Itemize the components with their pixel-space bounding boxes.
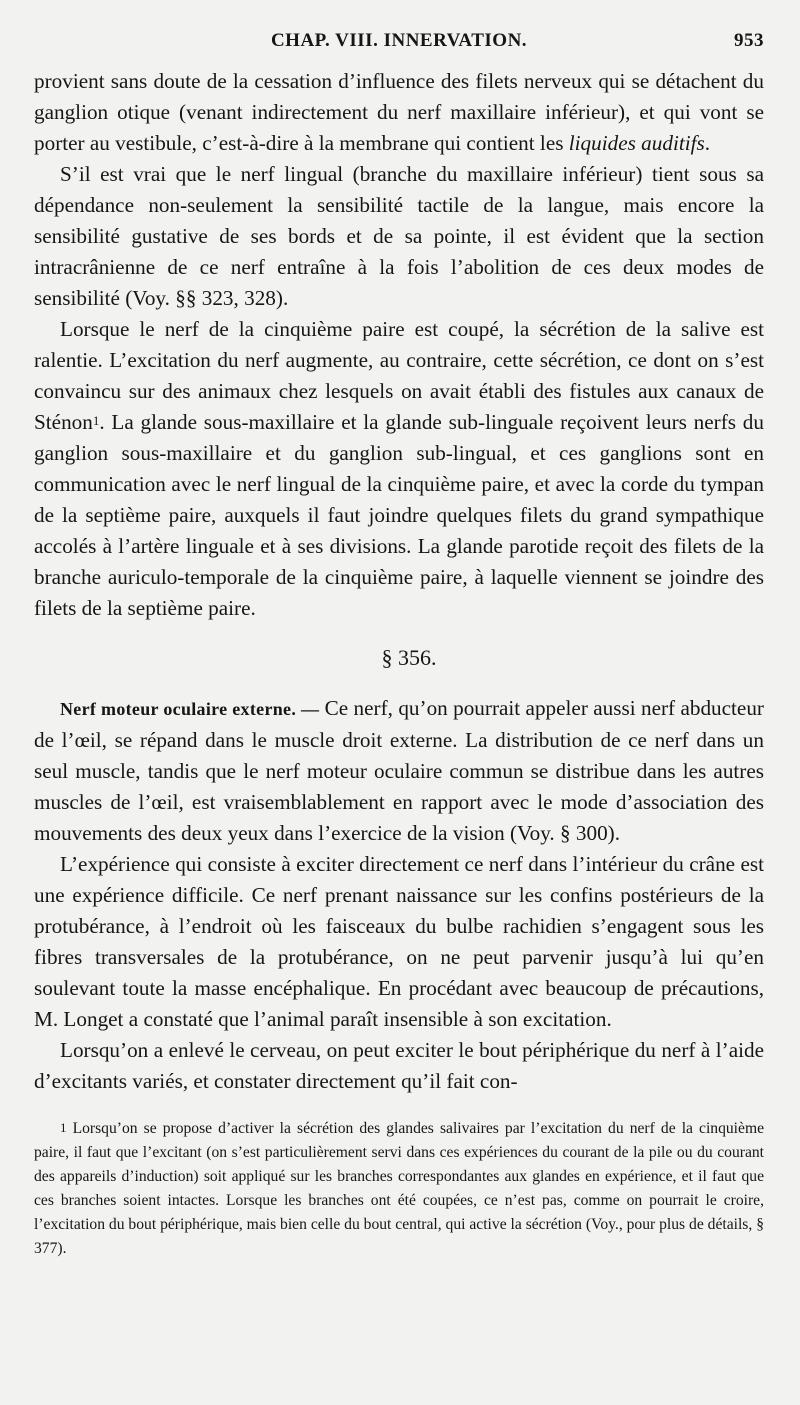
paragraph-1-italic: liquides auditifs — [568, 131, 705, 155]
footnote-reference[interactable]: 1 — [92, 413, 100, 428]
paragraph-3-text: Lorsque le nerf de la cinquième paire est coupé, la sécrétion de la salive est ralentie. L’excitation du nerf augmente, au contraire, cette sécrétion, ce dont on s’est convaincu sur des animaux chez lesquels on avait établi des fistules aux canaux de Sténon — [34, 317, 764, 434]
paragraph-4-text: Ce nerf, qu’on pourrait appeler aussi nerf abducteur de l’œil, se répand dans le muscle droit externe. La distribution de ce nerf dans un seul muscle, tandis que le nerf moteur oculaire commun se distribue dans les autres muscles de l’œil, est vraisemblablement en rapport avec le mode d’association des mouvements des deux yeux dans l’exercice de la vision (Voy. § 300). — [34, 696, 764, 845]
paragraph-4 — [34, 693, 764, 849]
paragraph-6: Lorsqu’on a enlevé le cerveau, on peut exciter le bout périphérique du nerf à l’aide d’excitants variés, et constater directement qu’il fait con- — [34, 1038, 764, 1093]
footnote-1 — [34, 1117, 764, 1261]
run-in-heading: Nerf moteur oculaire externe. — — [60, 699, 320, 719]
paragraph-3 — [34, 314, 764, 624]
footnote-mark: 1 — [60, 1120, 67, 1135]
page-header — [34, 26, 764, 66]
footnotes — [34, 1117, 764, 1261]
body-text — [34, 66, 764, 1097]
paragraph-1 — [34, 66, 764, 159]
running-head: CHAP. VIII. INNERVATION. — [270, 30, 528, 51]
section-heading: § 356. — [381, 645, 437, 670]
footnote-text: Lorsqu’on se propose d’activer la sécrétion des glandes salivaires par l’excitation du nerf de la cinquième paire, il faut que l’excitant (on s’est particulièrement servi dans ces expériences du courant de la pile ou du courant des appareils d’induction) soit appliqué sur les branches correspondantes aux glandes en expérience, et il faut que ces branches soient intactes. Lorsque les branches ont été coupées, ce n’est pas, comme on pourrait le croire, l’excitation du bout périphérique, mais bien celle du bout central, qui active la sécrétion (Voy., pour plus de détails, § 377). — [34, 1120, 764, 1257]
paragraph-3-rest: . La glande sous-maxillaire et la glande sub-linguale reçoivent leurs nerfs du ganglion sous-maxillaire et du ganglion sub-lingual, et ces ganglions sont en communication avec le nerf lingual de la cinquième paire, et avec la corde du tympan de la septième paire, auxquels il faut joindre quelques filets du grand sympathique accolés à l’artère linguale et à ses divisions. La glande parotide reçoit des filets de la branche auriculo-temporale de la cinquième paire, à laquelle viennent se joindre des filets de la septième paire. — [34, 410, 764, 620]
paragraph-5: L’expérience qui consiste à exciter directement ce nerf dans l’intérieur du crâne est une expérience difficile. Ce nerf prenant naissance sur les confins postérieurs de la protubérance, à l’endroit où les faisceaux du bulbe rachidien s’engagent sous les fibres transversales de la protubérance, on ne peut parvenir jusqu’à lui qu’en soulevant toute la masse encéphalique. En procédant avec beaucoup de précautions, M. Longet a constaté que l’animal paraît insensible à son excitation. — [34, 852, 764, 1031]
page-number: 953 — [734, 30, 764, 51]
paragraph-1-text: provient sans doute de la cessation d’influence des filets nerveux qui se détachent du ganglion otique (venant indirectement du nerf maxillaire inférieur), et qui vont se porter au vestibule, c’est-à-dire à la membrane qui contient les — [34, 69, 764, 155]
paragraph-2: S’il est vrai que le nerf lingual (branche du maxillaire inférieur) tient sous sa dépendance non-seulement la sensibilité tactile de la langue, mais encore la sensibilité gustative de ses bords et de sa pointe, il est évident que la section intracrânienne de ce nerf entraîne à la fois l’abolition de ces deux modes de sensibilité (Voy. §§ 323, 328). — [34, 162, 764, 310]
paragraph-1-end: . — [704, 131, 711, 155]
